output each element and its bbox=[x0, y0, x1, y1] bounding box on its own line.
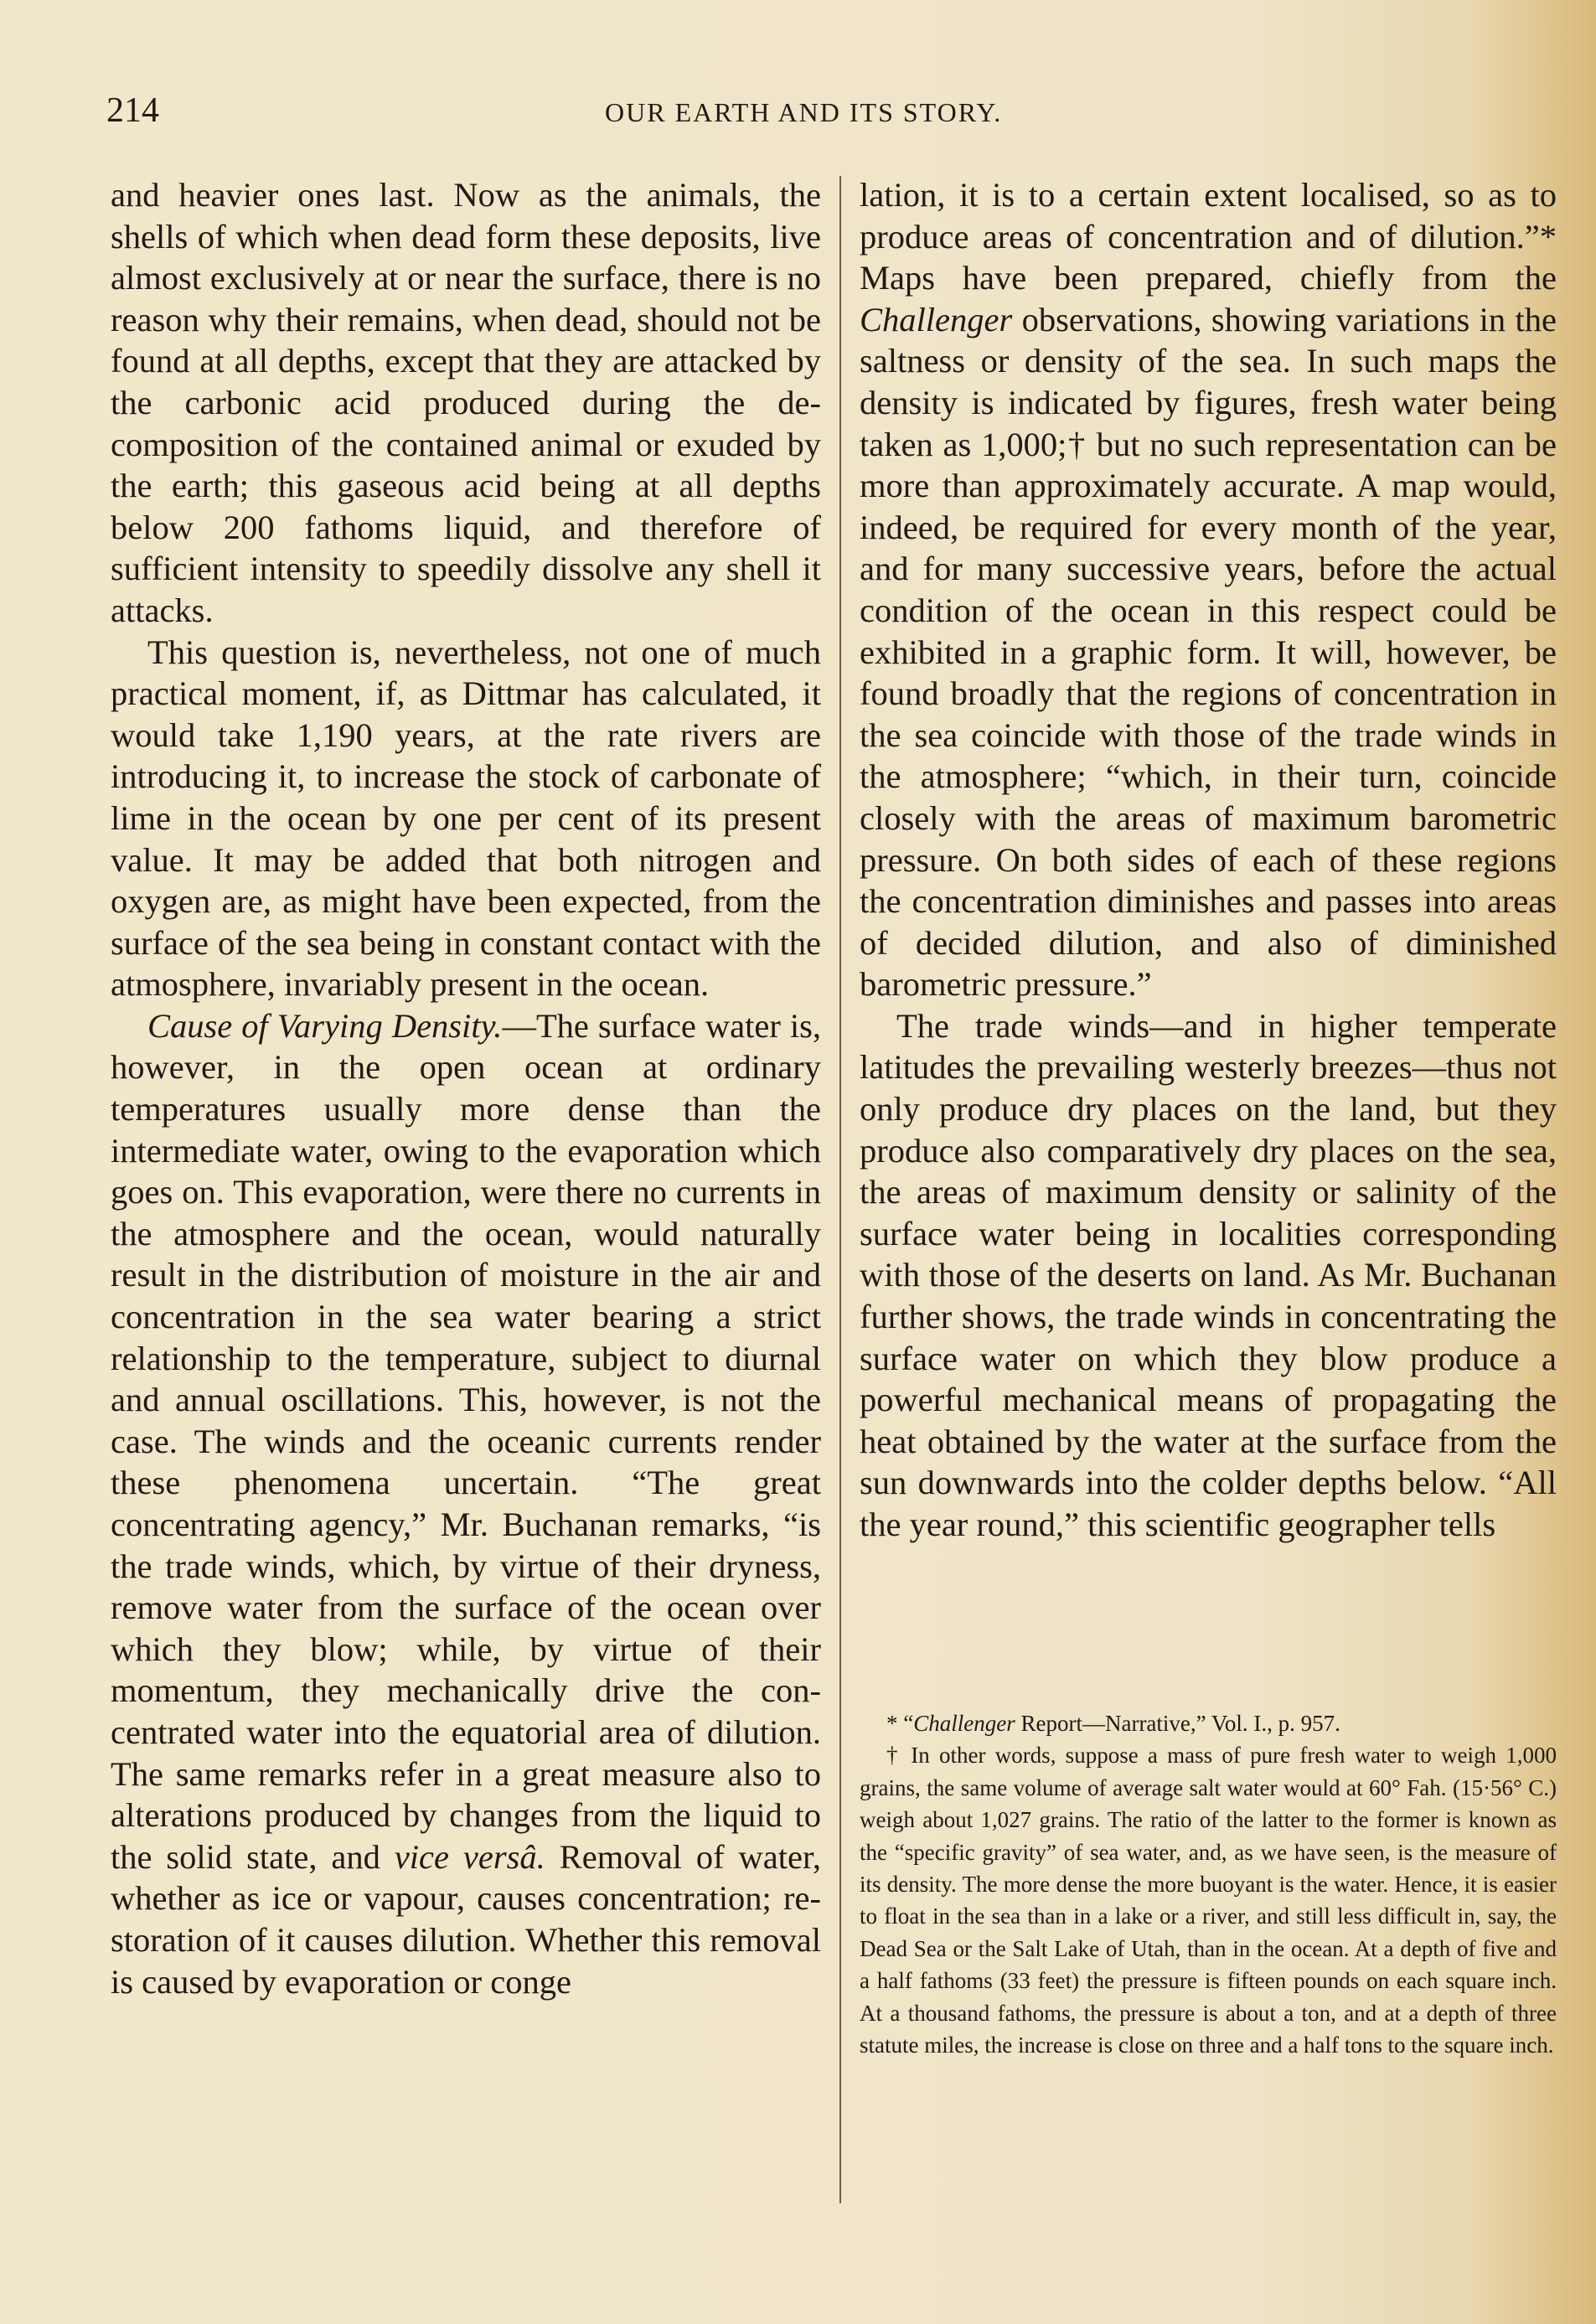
right-paragraph-1 bbox=[860, 174, 1557, 1005]
page-number: 214 bbox=[106, 91, 159, 130]
page-header bbox=[0, 90, 1596, 141]
left-paragraph-2: This question is, nevertheless, not one of much practical moment, if, as Dittmar has calculated, it would take 1,190 years, at the rate rivers are introducing it, to increase the stock of carbonate of lime in the ocean by one per cent of its present value. It may be added that both nitrogen and oxygen are, as might have been expected, from the surface of the sea being in constant contact with the atmosphere, invariably present in the ocean. bbox=[111, 633, 821, 1004]
footnote-1 bbox=[860, 1707, 1557, 1739]
right-paragraph-1-italic: Challenger bbox=[860, 300, 1013, 338]
footnotes bbox=[860, 1707, 1557, 2061]
left-paragraph-3-text-a: —The surface water is, however, in the open ocean at ordinary temperatures usually more dense than the intermediate water, owing to the evaporation which goes on. This evaporation, were there no currents in the atmosphere and the ocean, would naturally result in the distribution of moisture in the air and concentration in the sea water bearing a strict relationship to the temperature, subject to diurnal and annual oscillations. This, however, is not the case. The winds and the oceanic currents render these phenomena uncertain. “The great concentrating agency,” Mr. Buchanan remarks, “is the trade winds, which, by virtue of their dryness, remove water from the surface of the ocean over which they blow; while, by virtue of their momentum, they mechanically drive the concentrated water into the equatorial area of dilution. The same remarks refer in a great measure also to alterations produced by changes from the liquid to the solid state, and bbox=[111, 1006, 821, 1876]
running-title: OUR EARTH AND ITS STORY. bbox=[605, 97, 1003, 127]
right-column bbox=[860, 174, 1557, 1546]
footnote-2: † In other words, suppose a mass of pure fresh water to weigh 1,000 grains, the same volume of average salt water would at 60° Fah. (15·56° C.) weigh about 1,027 grains. The ratio of the latter to the former is known as the “specific gravity” of sea water, and, as we have seen, is the measure of its density. The more dense the more buoyant is the water. Hence, it is easier to float in the sea than in a lake or a river, and still less difficult in, say, the Dead Sea or the Salt Lake of Utah, than in the ocean. At a depth of five and a half fathoms (33 feet) the pressure is fifteen pounds on each square inch. At a thousand fathoms, the pressure is about a ton, and at a depth of three statute miles, the increase is close on three and a half tons to the square inch. bbox=[860, 1743, 1557, 2058]
left-column bbox=[111, 174, 821, 2002]
footnote-1-text-b: Report—Narrative,” Vol. I., p. 957. bbox=[1015, 1711, 1340, 1736]
column-divider bbox=[839, 176, 841, 2203]
footnote-1-text-a: * “ bbox=[886, 1711, 914, 1736]
left-paragraph-1: and heavier ones last. Now as the animals, the shells of which when dead form these deposits, live almost exclusively at or near the surface, there is no reason why their remains, when dead, should not be found at all depths, except that they are attacked by the carbonic acid produced during the decomposition of the contained animal or exuded by the earth; this gaseous acid being at all depths below 200 fathoms liquid, and therefore of sufficient intensity to speedily dissolve any shell it attacks. bbox=[111, 176, 821, 629]
left-paragraph-3-italic: vice versâ. bbox=[394, 1837, 545, 1876]
right-paragraph-1-text-a: lation, it is to a certain extent localised, so as to produce areas of concentration and of dilution.”* Maps have been prepared, chiefly from the bbox=[860, 176, 1557, 297]
left-paragraph-3 bbox=[111, 1005, 821, 2002]
left-paragraph-3-text-b: Removal of water, whether as ice or vapour, causes concentration; restoration of it causes dilution. Whether this removal is caused by evaporation or conge bbox=[111, 1837, 821, 2001]
section-heading-cause-of-varying-density: Cause of Varying Density. bbox=[147, 1006, 503, 1045]
right-paragraph-2: The trade winds—and in higher temperate latitudes the prevailing westerly breezes—thus not only produce dry places on the land, but they produce also comparatively dry places on the sea, the areas of maximum density or salinity of the surface water being in localities corresponding with those of the deserts on land. As Mr. Buchanan further shows, the trade winds in concentrating the surface water on which they blow produce a powerful mechanical means of propagating the heat obtained by the water at the surface from the sun downwards into the colder depths below. “All the year round,” this scientific geographer tells bbox=[860, 1006, 1557, 1543]
footnote-1-italic: Challenger bbox=[913, 1711, 1015, 1736]
right-paragraph-1-text-b: observations, showing variations in the saltness or density of the sea. In such maps the density is indicated by figures, fresh water being taken as 1,000;† but no such representation can be more than approximately accurate. A map would, indeed, be required for every month of the year, and for many successive years, before the actual condition of the ocean in this respect could be exhibited in a graphic form. It will, however, be found broadly that the regions of concentration in the sea coincide with those of the trade winds in the atmosphere; “which, in their turn, coincide closely with the areas of maximum barometric pressure. On both sides of each of these regions the concentration diminishes and passes into areas of decided dilution, and also of diminished barometric pressure.” bbox=[860, 300, 1557, 1004]
